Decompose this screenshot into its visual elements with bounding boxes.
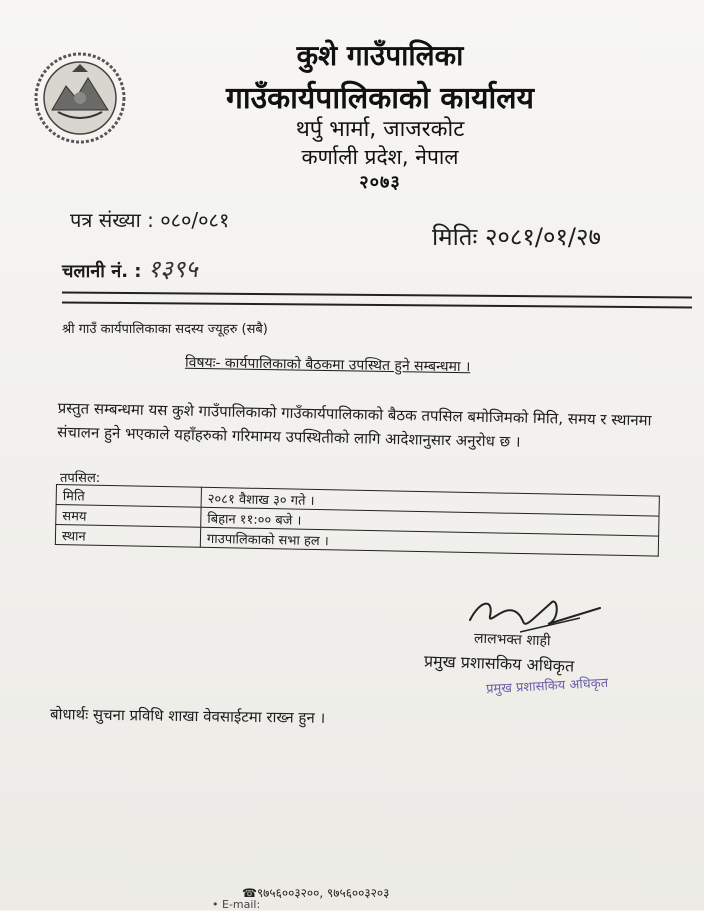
- established-year: २०७३: [359, 172, 401, 193]
- office-stamp: प्रमुख प्रशासकिय अधिकृत: [485, 675, 609, 698]
- divider-line: [62, 302, 692, 309]
- divider-line: [62, 292, 692, 299]
- address-line1: थर्पु भार्मा, जाजरकोट: [295, 117, 465, 142]
- signatory-name: लालभक्त शाही: [473, 630, 551, 650]
- address-line2: कर्णाली प्रदेश, नेपाल: [301, 145, 459, 169]
- nepal-emblem-icon: [32, 50, 128, 146]
- table-value: गाउपालिकाको सभा हल ।: [200, 527, 658, 556]
- table-key: स्थान: [55, 525, 200, 548]
- table-key: समय: [56, 505, 201, 528]
- dispatch-value: १३९५: [147, 255, 198, 283]
- table-value: २०८१ वैशाख ३० गते ।: [201, 487, 659, 516]
- cc-note: बोधार्थः सुचना प्रविधि शाखा वेवसाईटमा राख्न हुन ।: [49, 705, 326, 727]
- dispatch-label: चलानी नं. :: [62, 261, 142, 282]
- details-table: [55, 484, 660, 557]
- ref-label: पत्र संख्या :: [70, 208, 154, 232]
- subject-line: विषयः- कार्यपालिकाको बैठकमा उपस्थित हुने सम्बन्धमा ।: [184, 354, 471, 376]
- footer-phone: ☎९७५६००३२००, ९७५६००३२०३: [242, 886, 390, 900]
- ref-value: ०८०/०८१: [160, 208, 230, 232]
- reference-number: [70, 206, 229, 233]
- footer-email: • E-mail:: [212, 898, 261, 911]
- dispatch-number: [62, 252, 198, 285]
- signatory-title: प्रमुख प्रशासकिय अधिकृत: [423, 651, 575, 676]
- date-value: २०८१/०१/२७: [484, 223, 601, 251]
- letter-date: [432, 220, 601, 253]
- table-key: मिति: [56, 485, 201, 508]
- body-paragraph: प्रस्तुत सम्बन्धमा यस कुशे गाउँपालिकाको गाउँकार्यपालिकाको बैठक तपसिल बमोजिमको मिति, समय र स्थानमा संचालन हुने भएकाले यहाँहरुको गरिमामय उपस्थितीको लागि आदेशानुसार अनुरोध छ ।: [57, 398, 652, 451]
- table-value: बिहान ११:०० बजे ।: [201, 507, 659, 536]
- recipient: श्री गाउँ कार्यपालिकाका सदस्य ज्यूहरु (सबै): [62, 322, 268, 337]
- municipality-name: कुशे गाउँपालिका: [296, 39, 464, 72]
- office-name: गाउँकार्यपालिकाको कार्यालय: [225, 81, 534, 116]
- details-label: तपसिल:: [60, 471, 101, 486]
- date-label: मितिः: [432, 223, 478, 251]
- footer-email-label: E-mail:: [222, 898, 261, 911]
